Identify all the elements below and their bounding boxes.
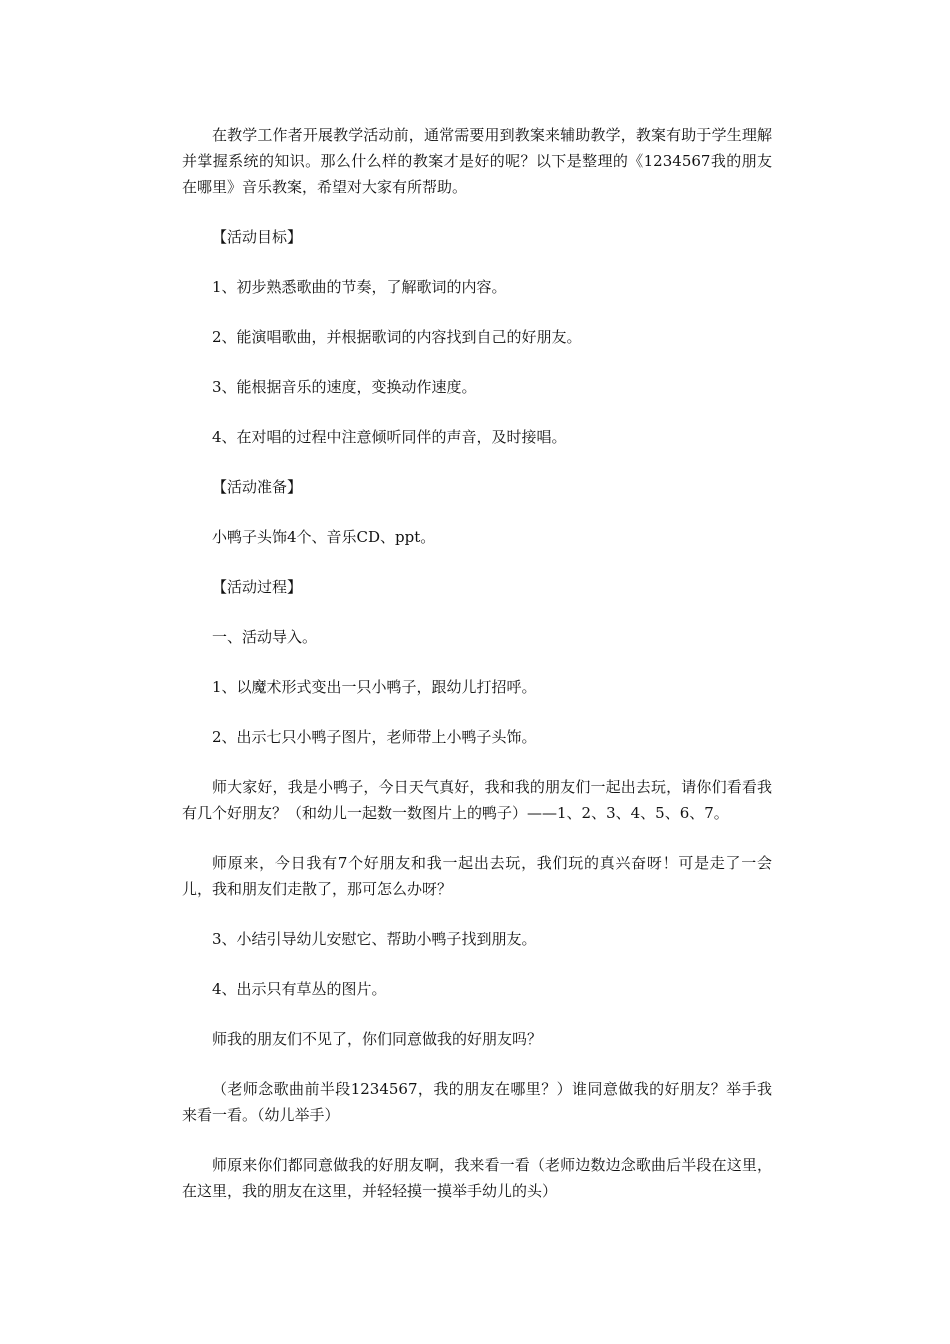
- section-heading-preparation: 【活动准备】: [212, 478, 303, 496]
- goal-item: 2、能演唱歌曲，并根据歌词的内容找到自己的好朋友。: [212, 328, 582, 346]
- goal-item: 1、初步熟悉歌曲的节奏，了解歌词的内容。: [212, 278, 507, 296]
- section-heading-process: 【活动过程】: [212, 578, 303, 596]
- teacher-dialogue: （老师念歌曲前半段1234567，我的朋友在哪里？）谁同意做我的好朋友？举手我来看一看。（幼儿举手）: [182, 1080, 772, 1124]
- teacher-dialogue: 师大家好，我是小鸭子，今日天气真好，我和我的朋友们一起出去玩，请你们看看我有几个好朋友？（和幼儿一起数一数图片上的鸭子）——1、2、3、4、5、6、7。: [182, 778, 772, 822]
- document-body: [182, 122, 772, 1228]
- process-item: 4、出示只有草丛的图片。: [212, 980, 387, 998]
- teacher-dialogue: 师我的朋友们不见了，你们同意做我的好朋友吗？: [212, 1030, 543, 1048]
- teacher-dialogue: 师原来你们都同意做我的好朋友啊，我来看一看（老师边数边念歌曲后半段在这里，在这里，我的朋友在这里，并轻轻摸一摸举手幼儿的头）: [182, 1156, 772, 1200]
- process-step-heading: 一、活动导入。: [212, 628, 318, 646]
- process-item: 2、出示七只小鸭子图片，老师带上小鸭子头饰。: [212, 728, 537, 746]
- process-item: 1、以魔术形式变出一只小鸭子，跟幼儿打招呼。: [212, 678, 537, 696]
- process-item: 3、小结引导幼儿安慰它、帮助小鸭子找到朋友。: [212, 930, 537, 948]
- intro-paragraph: 在教学工作者开展教学活动前，通常需要用到教案来辅助教学，教案有助于学生理解并掌握系统的知识。那么什么样的教案才是好的呢？以下是整理的《1234567我的朋友在哪里》音乐教案，希望对大家有所帮助。: [182, 126, 772, 196]
- goal-item: 3、能根据音乐的速度，变换动作速度。: [212, 378, 477, 396]
- teacher-dialogue: 师原来，今日我有7个好朋友和我一起出去玩，我们玩的真兴奋呀！可是走了一会儿，我和朋友们走散了，那可怎么办呀？: [182, 854, 772, 898]
- goal-item: 4、在对唱的过程中注意倾听同伴的声音，及时接唱。: [212, 428, 567, 446]
- section-heading-goals: 【活动目标】: [212, 228, 303, 246]
- preparation-item: 小鸭子头饰4个、音乐CD、ppt。: [212, 528, 436, 546]
